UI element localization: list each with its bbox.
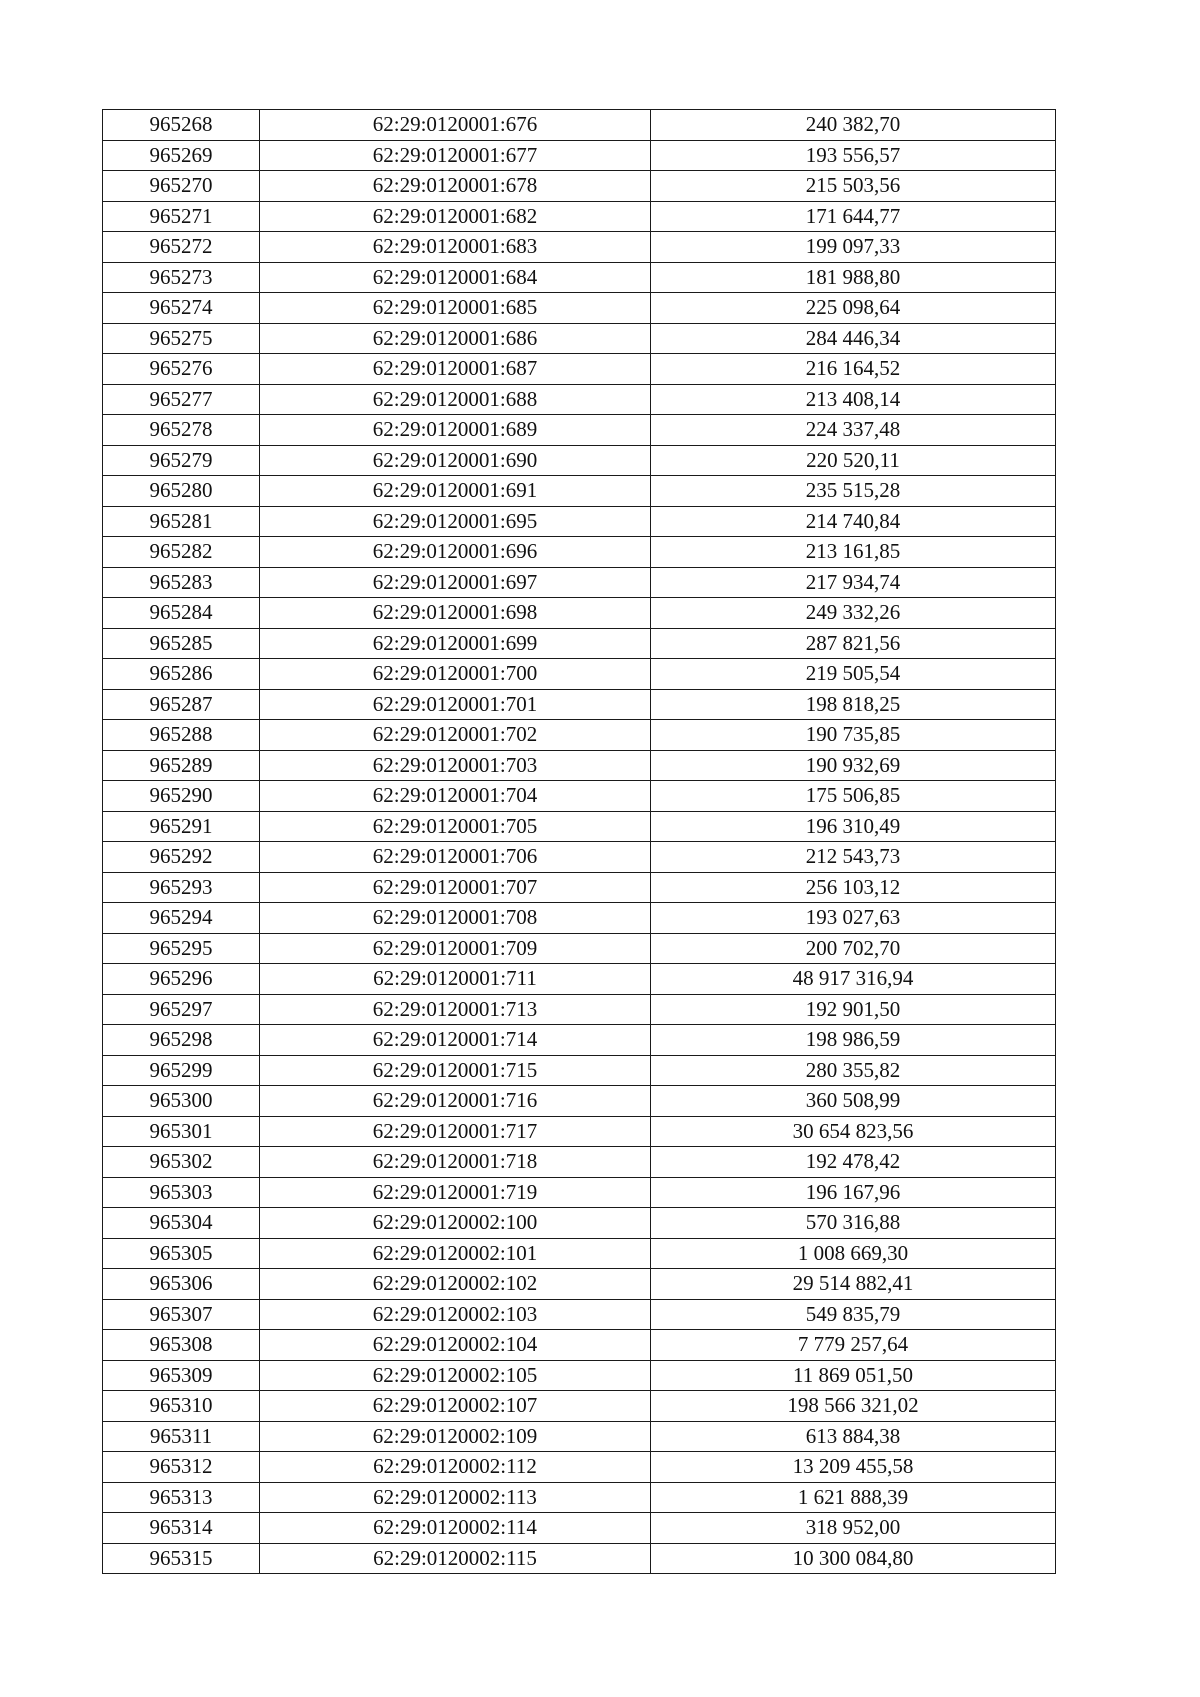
row-number-cell: 965268	[103, 110, 260, 141]
cadastral-number-cell: 62:29:0120001:707	[260, 872, 651, 903]
row-number-cell: 965272	[103, 232, 260, 263]
row-number-cell: 965283	[103, 567, 260, 598]
cadastral-value-cell: 13 209 455,58	[651, 1452, 1056, 1483]
cadastral-number-cell: 62:29:0120002:115	[260, 1543, 651, 1574]
cadastral-number-cell: 62:29:0120001:677	[260, 140, 651, 171]
table-body	[103, 110, 1056, 1574]
cadastral-value-cell: 287 821,56	[651, 628, 1056, 659]
row-number-cell: 965294	[103, 903, 260, 934]
row-number-cell: 965301	[103, 1116, 260, 1147]
cadastral-number-cell: 62:29:0120001:715	[260, 1055, 651, 1086]
cadastral-number-cell: 62:29:0120001:714	[260, 1025, 651, 1056]
row-number-cell: 965276	[103, 354, 260, 385]
cadastral-number-cell: 62:29:0120001:711	[260, 964, 651, 995]
cadastral-number-cell: 62:29:0120001:700	[260, 659, 651, 690]
cadastral-number-cell: 62:29:0120001:699	[260, 628, 651, 659]
cadastral-value-cell: 198 818,25	[651, 689, 1056, 720]
cadastral-value-cell: 190 932,69	[651, 750, 1056, 781]
cadastral-number-cell: 62:29:0120001:687	[260, 354, 651, 385]
row-number-cell: 965271	[103, 201, 260, 232]
cadastral-number-cell: 62:29:0120001:713	[260, 994, 651, 1025]
cadastral-number-cell: 62:29:0120001:719	[260, 1177, 651, 1208]
row-number-cell: 965292	[103, 842, 260, 873]
row-number-cell: 965305	[103, 1238, 260, 1269]
table-row	[103, 476, 1056, 507]
cadastral-value-cell: 613 884,38	[651, 1421, 1056, 1452]
cadastral-number-cell: 62:29:0120002:105	[260, 1360, 651, 1391]
cadastral-number-cell: 62:29:0120001:709	[260, 933, 651, 964]
table-row	[103, 781, 1056, 812]
row-number-cell: 965307	[103, 1299, 260, 1330]
table-row	[103, 842, 1056, 873]
cadastral-number-cell: 62:29:0120001:685	[260, 293, 651, 324]
table-row	[103, 415, 1056, 446]
cadastral-number-cell: 62:29:0120001:705	[260, 811, 651, 842]
cadastral-number-cell: 62:29:0120001:690	[260, 445, 651, 476]
cadastral-value-cell: 215 503,56	[651, 171, 1056, 202]
cadastral-number-cell: 62:29:0120001:696	[260, 537, 651, 568]
row-number-cell: 965273	[103, 262, 260, 293]
table-row	[103, 354, 1056, 385]
cadastral-number-cell: 62:29:0120002:114	[260, 1513, 651, 1544]
cadastral-value-cell: 196 310,49	[651, 811, 1056, 842]
cadastral-number-cell: 62:29:0120002:100	[260, 1208, 651, 1239]
row-number-cell: 965298	[103, 1025, 260, 1056]
cadastral-number-cell: 62:29:0120001:691	[260, 476, 651, 507]
table-row	[103, 1421, 1056, 1452]
cadastral-number-cell: 62:29:0120001:678	[260, 171, 651, 202]
cadastral-value-cell: 224 337,48	[651, 415, 1056, 446]
cadastral-number-cell: 62:29:0120002:104	[260, 1330, 651, 1361]
cadastral-number-cell: 62:29:0120001:682	[260, 201, 651, 232]
cadastral-number-cell: 62:29:0120001:718	[260, 1147, 651, 1178]
table-row	[103, 1025, 1056, 1056]
cadastral-value-cell: 284 446,34	[651, 323, 1056, 354]
row-number-cell: 965277	[103, 384, 260, 415]
table-row	[103, 659, 1056, 690]
row-number-cell: 965270	[103, 171, 260, 202]
table-row	[103, 1330, 1056, 1361]
cadastral-number-cell: 62:29:0120001:708	[260, 903, 651, 934]
cadastral-value-cell: 212 543,73	[651, 842, 1056, 873]
row-number-cell: 965312	[103, 1452, 260, 1483]
cadastral-value-cell: 280 355,82	[651, 1055, 1056, 1086]
table-row	[103, 262, 1056, 293]
table-row	[103, 506, 1056, 537]
row-number-cell: 965293	[103, 872, 260, 903]
cadastral-value-cell: 48 917 316,94	[651, 964, 1056, 995]
row-number-cell: 965285	[103, 628, 260, 659]
table-row	[103, 964, 1056, 995]
cadastral-value-cell: 570 316,88	[651, 1208, 1056, 1239]
cadastral-value-cell: 360 508,99	[651, 1086, 1056, 1117]
table-row	[103, 1238, 1056, 1269]
cadastral-value-cell: 216 164,52	[651, 354, 1056, 385]
table-row	[103, 1147, 1056, 1178]
cadastral-number-cell: 62:29:0120001:684	[260, 262, 651, 293]
table-row	[103, 903, 1056, 934]
cadastral-number-cell: 62:29:0120002:109	[260, 1421, 651, 1452]
cadastral-value-cell: 192 901,50	[651, 994, 1056, 1025]
cadastral-value-cell: 10 300 084,80	[651, 1543, 1056, 1574]
cadastral-number-cell: 62:29:0120001:676	[260, 110, 651, 141]
cadastral-value-cell: 171 644,77	[651, 201, 1056, 232]
cadastral-number-cell: 62:29:0120001:697	[260, 567, 651, 598]
table-row	[103, 1116, 1056, 1147]
table-row	[103, 720, 1056, 751]
table-row	[103, 1055, 1056, 1086]
row-number-cell: 965314	[103, 1513, 260, 1544]
cadastral-value-cell: 1 621 888,39	[651, 1482, 1056, 1513]
row-number-cell: 965286	[103, 659, 260, 690]
table-row	[103, 811, 1056, 842]
row-number-cell: 965278	[103, 415, 260, 446]
row-number-cell: 965287	[103, 689, 260, 720]
row-number-cell: 965309	[103, 1360, 260, 1391]
row-number-cell: 965280	[103, 476, 260, 507]
cadastral-number-cell: 62:29:0120001:716	[260, 1086, 651, 1117]
cadastral-number-cell: 62:29:0120001:703	[260, 750, 651, 781]
cadastral-number-cell: 62:29:0120002:112	[260, 1452, 651, 1483]
cadastral-value-cell: 30 654 823,56	[651, 1116, 1056, 1147]
table-row	[103, 1269, 1056, 1300]
cadastral-number-cell: 62:29:0120001:717	[260, 1116, 651, 1147]
row-number-cell: 965269	[103, 140, 260, 171]
table-row	[103, 232, 1056, 263]
table-row	[103, 293, 1056, 324]
table-row	[103, 384, 1056, 415]
table-row	[103, 689, 1056, 720]
row-number-cell: 965275	[103, 323, 260, 354]
row-number-cell: 965295	[103, 933, 260, 964]
table-row	[103, 1482, 1056, 1513]
table-row	[103, 750, 1056, 781]
cadastral-value-cell: 200 702,70	[651, 933, 1056, 964]
cadastral-value-cell: 235 515,28	[651, 476, 1056, 507]
row-number-cell: 965279	[103, 445, 260, 476]
cadastral-value-cell: 240 382,70	[651, 110, 1056, 141]
cadastral-value-cell: 213 408,14	[651, 384, 1056, 415]
cadastral-value-cell: 249 332,26	[651, 598, 1056, 629]
table-row	[103, 1299, 1056, 1330]
cadastral-number-cell: 62:29:0120001:706	[260, 842, 651, 873]
row-number-cell: 965288	[103, 720, 260, 751]
cadastral-value-cell: 217 934,74	[651, 567, 1056, 598]
table-row	[103, 628, 1056, 659]
row-number-cell: 965315	[103, 1543, 260, 1574]
table-row	[103, 1391, 1056, 1422]
cadastral-value-cell: 214 740,84	[651, 506, 1056, 537]
cadastral-value-cell: 175 506,85	[651, 781, 1056, 812]
cadastral-value-cell: 192 478,42	[651, 1147, 1056, 1178]
cadastral-value-cell: 225 098,64	[651, 293, 1056, 324]
cadastral-number-cell: 62:29:0120001:695	[260, 506, 651, 537]
cadastral-value-cell: 29 514 882,41	[651, 1269, 1056, 1300]
cadastral-number-cell: 62:29:0120001:704	[260, 781, 651, 812]
row-number-cell: 965289	[103, 750, 260, 781]
table-row	[103, 872, 1056, 903]
row-number-cell: 965311	[103, 1421, 260, 1452]
table-row	[103, 1513, 1056, 1544]
cadastral-value-cell: 198 986,59	[651, 1025, 1056, 1056]
row-number-cell: 965313	[103, 1482, 260, 1513]
cadastral-number-cell: 62:29:0120002:101	[260, 1238, 651, 1269]
cadastral-value-cell: 193 027,63	[651, 903, 1056, 934]
table-row	[103, 1208, 1056, 1239]
cadastral-value-cell: 1 008 669,30	[651, 1238, 1056, 1269]
table-row	[103, 1543, 1056, 1574]
cadastral-value-cell: 181 988,80	[651, 262, 1056, 293]
cadastral-number-cell: 62:29:0120001:689	[260, 415, 651, 446]
table-row	[103, 598, 1056, 629]
cadastral-number-cell: 62:29:0120001:686	[260, 323, 651, 354]
cadastral-number-cell: 62:29:0120002:102	[260, 1269, 651, 1300]
row-number-cell: 965306	[103, 1269, 260, 1300]
cadastral-value-cell: 198 566 321,02	[651, 1391, 1056, 1422]
cadastral-value-cell: 213 161,85	[651, 537, 1056, 568]
table-row	[103, 323, 1056, 354]
table-row	[103, 1360, 1056, 1391]
row-number-cell: 965290	[103, 781, 260, 812]
table-row	[103, 1086, 1056, 1117]
cadastral-number-cell: 62:29:0120002:107	[260, 1391, 651, 1422]
table-row	[103, 110, 1056, 141]
row-number-cell: 965310	[103, 1391, 260, 1422]
row-number-cell: 965281	[103, 506, 260, 537]
table-row	[103, 994, 1056, 1025]
cadastral-value-cell: 7 779 257,64	[651, 1330, 1056, 1361]
cadastral-value-cell: 190 735,85	[651, 720, 1056, 751]
cadastral-value-table	[102, 109, 1056, 1574]
table-row	[103, 1177, 1056, 1208]
row-number-cell: 965282	[103, 537, 260, 568]
cadastral-number-cell: 62:29:0120002:103	[260, 1299, 651, 1330]
cadastral-number-cell: 62:29:0120001:702	[260, 720, 651, 751]
table-row	[103, 1452, 1056, 1483]
row-number-cell: 965284	[103, 598, 260, 629]
cadastral-value-cell: 193 556,57	[651, 140, 1056, 171]
cadastral-value-cell: 199 097,33	[651, 232, 1056, 263]
table-row	[103, 567, 1056, 598]
row-number-cell: 965308	[103, 1330, 260, 1361]
row-number-cell: 965303	[103, 1177, 260, 1208]
table-row	[103, 201, 1056, 232]
cadastral-value-cell: 256 103,12	[651, 872, 1056, 903]
cadastral-number-cell: 62:29:0120001:683	[260, 232, 651, 263]
row-number-cell: 965299	[103, 1055, 260, 1086]
cadastral-value-cell: 219 505,54	[651, 659, 1056, 690]
table-row	[103, 140, 1056, 171]
cadastral-value-cell: 549 835,79	[651, 1299, 1056, 1330]
row-number-cell: 965304	[103, 1208, 260, 1239]
row-number-cell: 965300	[103, 1086, 260, 1117]
table-row	[103, 171, 1056, 202]
row-number-cell: 965274	[103, 293, 260, 324]
cadastral-value-cell: 196 167,96	[651, 1177, 1056, 1208]
row-number-cell: 965302	[103, 1147, 260, 1178]
table-row	[103, 537, 1056, 568]
table-row	[103, 445, 1056, 476]
cadastral-number-cell: 62:29:0120001:698	[260, 598, 651, 629]
row-number-cell: 965296	[103, 964, 260, 995]
cadastral-number-cell: 62:29:0120001:688	[260, 384, 651, 415]
cadastral-value-cell: 318 952,00	[651, 1513, 1056, 1544]
row-number-cell: 965297	[103, 994, 260, 1025]
cadastral-number-cell: 62:29:0120002:113	[260, 1482, 651, 1513]
cadastral-number-cell: 62:29:0120001:701	[260, 689, 651, 720]
row-number-cell: 965291	[103, 811, 260, 842]
cadastral-value-cell: 220 520,11	[651, 445, 1056, 476]
table-row	[103, 933, 1056, 964]
cadastral-value-cell: 11 869 051,50	[651, 1360, 1056, 1391]
